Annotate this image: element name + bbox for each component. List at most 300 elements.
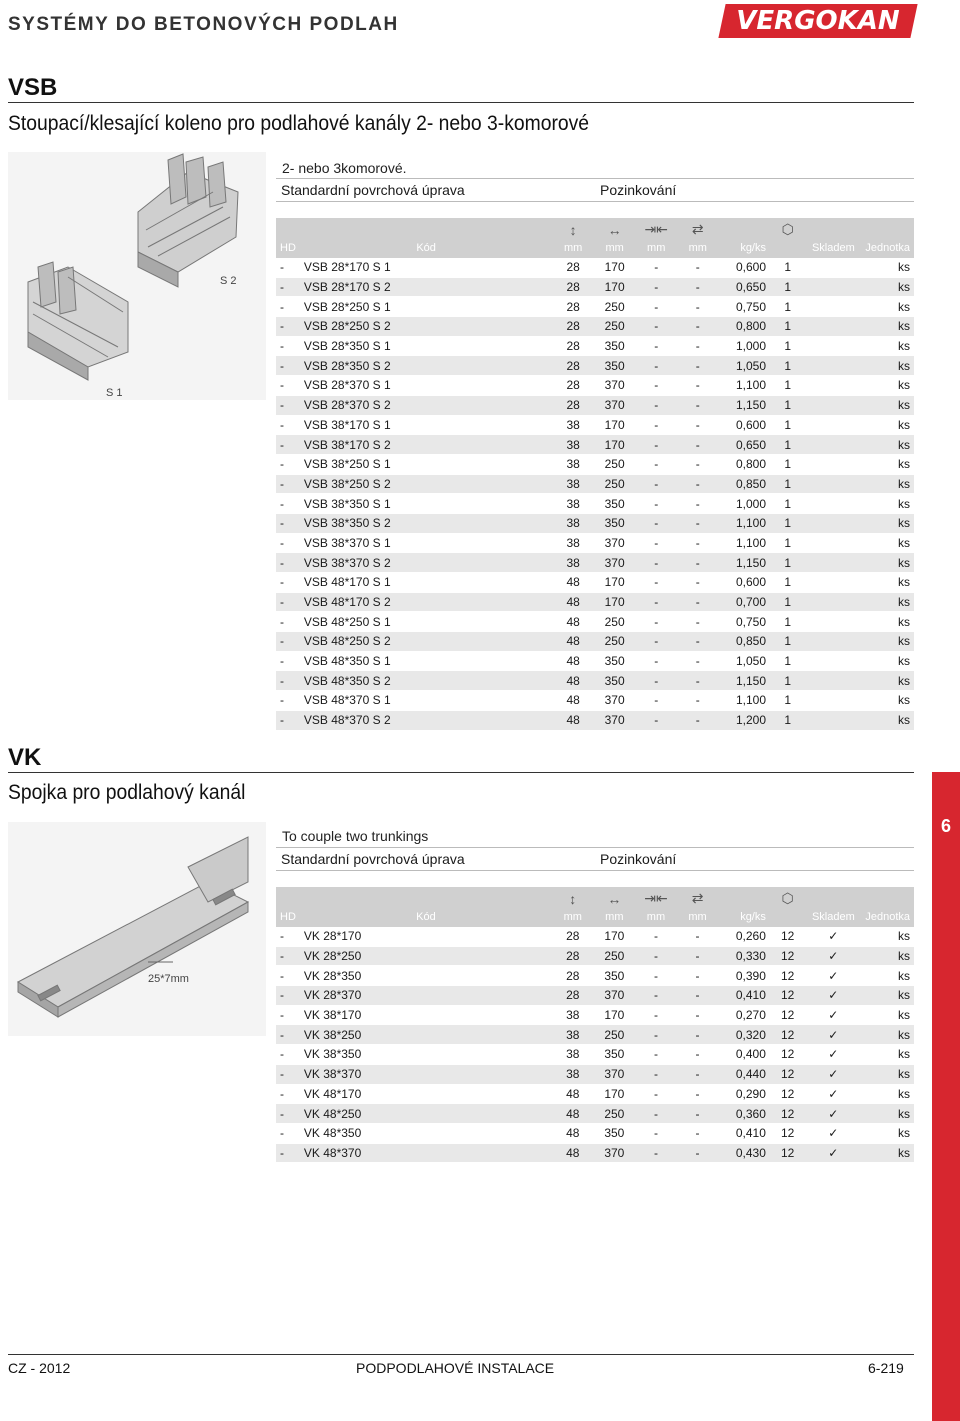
row-height: 38 — [552, 1045, 594, 1065]
row-length: - — [677, 277, 718, 297]
row-partition: - — [635, 513, 677, 533]
table-header-row — [276, 218, 914, 258]
row-hd: - — [276, 1104, 300, 1124]
row-height: 48 — [552, 1104, 594, 1124]
row-weight: 1,200 — [718, 710, 770, 730]
table-row — [276, 927, 914, 946]
vsb-label-s2: S 2 — [220, 275, 237, 287]
vk-section-code: VK — [8, 744, 42, 771]
row-hd: - — [276, 651, 300, 671]
row-partition: - — [635, 435, 677, 455]
row-length: - — [677, 1005, 719, 1025]
row-hd: - — [276, 494, 300, 514]
row-weight: 1,100 — [718, 376, 770, 396]
row-package: 1 — [770, 710, 805, 730]
row-code: VK 48*250 — [300, 1104, 552, 1124]
table-row — [276, 1064, 914, 1084]
row-hd: - — [276, 1064, 300, 1084]
col-package — [770, 218, 805, 258]
row-package: 12 — [770, 1005, 806, 1025]
row-width: 170 — [594, 1005, 636, 1025]
col-width: ↔ mm — [594, 218, 636, 258]
row-unit: ks — [861, 533, 914, 553]
vsb-product-table — [276, 218, 914, 731]
row-height: 38 — [552, 513, 593, 533]
height-icon: ↕ — [569, 891, 577, 907]
package-icon: ⬡ — [781, 890, 794, 906]
vsb-surface-galvanized: Pozinkování — [600, 182, 677, 198]
col-width: ↔ mm — [594, 887, 636, 927]
width-icon: ↔ — [607, 222, 622, 238]
vsb-product-image — [8, 152, 266, 400]
row-hd: - — [276, 317, 300, 337]
row-hd: - — [276, 927, 300, 946]
row-hd: - — [276, 277, 300, 297]
table-row — [276, 573, 914, 593]
row-partition: - — [635, 376, 677, 396]
row-partition: - — [635, 297, 677, 317]
row-weight: 1,150 — [718, 395, 770, 415]
row-unit: ks — [861, 356, 914, 376]
row-weight: 0,800 — [718, 454, 770, 474]
vk-surface-galvanized: Pozinkování — [600, 851, 677, 867]
table-row — [276, 671, 914, 691]
row-height: 28 — [552, 376, 593, 396]
row-stock: ✓ — [805, 986, 861, 1006]
row-weight: 1,150 — [718, 671, 770, 691]
row-partition: - — [635, 317, 677, 337]
row-hd: - — [276, 946, 300, 966]
table-row — [276, 494, 914, 514]
row-hd: - — [276, 356, 300, 376]
row-unit: ks — [861, 592, 914, 612]
row-code: VSB 48*250 S 1 — [300, 612, 553, 632]
row-partition: - — [635, 533, 677, 553]
row-length: - — [677, 710, 718, 730]
row-code: VSB 28*370 S 1 — [300, 376, 553, 396]
row-width: 350 — [594, 336, 636, 356]
row-length: - — [677, 691, 718, 711]
table-row — [276, 1005, 914, 1025]
row-width: 250 — [594, 1025, 636, 1045]
row-stock — [805, 494, 861, 514]
row-height: 28 — [552, 356, 593, 376]
row-partition: - — [635, 356, 677, 376]
row-width: 350 — [594, 494, 636, 514]
row-partition: - — [635, 494, 677, 514]
row-stock: ✓ — [805, 1123, 861, 1143]
row-length: - — [677, 592, 718, 612]
row-code: VK 28*350 — [300, 966, 552, 986]
length-icon: ⇄ — [691, 221, 704, 237]
row-width: 250 — [594, 612, 636, 632]
vk-coupler-drawing — [8, 822, 266, 1036]
row-height: 48 — [552, 612, 593, 632]
row-hd: - — [276, 336, 300, 356]
row-width: 170 — [594, 415, 636, 435]
row-code: VK 28*250 — [300, 946, 552, 966]
row-stock — [805, 395, 861, 415]
row-stock — [805, 258, 861, 277]
row-partition: - — [635, 592, 677, 612]
table-row — [276, 277, 914, 297]
col-partition: ⇥⇤ mm — [635, 887, 677, 927]
row-unit: ks — [861, 454, 914, 474]
row-height: 48 — [552, 573, 593, 593]
row-weight: 1,000 — [718, 494, 770, 514]
col-code: Kód — [300, 218, 553, 258]
row-length: - — [677, 1064, 719, 1084]
row-height: 48 — [552, 710, 593, 730]
row-height: 28 — [552, 966, 594, 986]
row-height: 48 — [552, 691, 593, 711]
col-height: ↕ mm — [552, 218, 593, 258]
row-height: 38 — [552, 454, 593, 474]
row-hd: - — [276, 454, 300, 474]
row-partition: - — [635, 1064, 677, 1084]
row-unit: ks — [861, 986, 914, 1006]
row-stock: ✓ — [805, 927, 861, 946]
vk-section-rule — [8, 772, 914, 773]
chapter-tab — [932, 772, 960, 1421]
row-stock — [805, 691, 861, 711]
row-stock — [805, 277, 861, 297]
row-height: 28 — [552, 986, 594, 1006]
row-package: 12 — [770, 1064, 806, 1084]
row-package: 12 — [770, 1123, 806, 1143]
table-row — [276, 1123, 914, 1143]
row-hd: - — [276, 1005, 300, 1025]
row-length: - — [677, 376, 718, 396]
width-icon: ↔ — [607, 891, 622, 907]
row-height: 28 — [552, 317, 593, 337]
table-row — [276, 474, 914, 494]
col-hd: HD — [276, 887, 300, 927]
vk-surface-row — [276, 847, 914, 871]
row-package: 1 — [770, 317, 805, 337]
row-height: 38 — [552, 494, 593, 514]
row-width: 370 — [594, 553, 636, 573]
row-code: VK 28*370 — [300, 986, 552, 1006]
row-length: - — [677, 553, 718, 573]
row-unit: ks — [861, 277, 914, 297]
row-code: VSB 38*350 S 1 — [300, 494, 553, 514]
row-code: VSB 48*170 S 1 — [300, 573, 553, 593]
col-stock: Skladem — [805, 887, 861, 927]
table-row — [276, 1143, 914, 1163]
table-row — [276, 1045, 914, 1065]
row-stock — [805, 632, 861, 652]
row-package: 1 — [770, 632, 805, 652]
table-row — [276, 651, 914, 671]
row-code: VK 38*170 — [300, 1005, 552, 1025]
row-partition: - — [635, 573, 677, 593]
row-weight: 0,410 — [718, 986, 770, 1006]
row-package: 1 — [770, 277, 805, 297]
row-length: - — [677, 651, 718, 671]
row-partition: - — [635, 415, 677, 435]
row-length: - — [677, 946, 719, 966]
row-hd: - — [276, 258, 300, 277]
row-hd: - — [276, 671, 300, 691]
row-hd: - — [276, 376, 300, 396]
row-package: 1 — [770, 691, 805, 711]
row-unit: ks — [861, 1123, 914, 1143]
row-height: 28 — [552, 297, 593, 317]
row-height: 38 — [552, 1064, 594, 1084]
row-unit: ks — [861, 1143, 914, 1163]
table-row — [276, 632, 914, 652]
row-stock — [805, 533, 861, 553]
row-package: 1 — [770, 297, 805, 317]
row-length: - — [677, 356, 718, 376]
row-stock — [805, 651, 861, 671]
row-weight: 0,800 — [718, 317, 770, 337]
col-partition: ⇥⇤ mm — [635, 218, 677, 258]
row-code: VSB 28*350 S 2 — [300, 356, 553, 376]
row-package: 1 — [770, 395, 805, 415]
row-length: - — [677, 573, 718, 593]
table-row — [276, 376, 914, 396]
table-row — [276, 1025, 914, 1045]
row-code: VSB 38*370 S 1 — [300, 533, 553, 553]
row-weight: 0,400 — [718, 1045, 770, 1065]
row-height: 48 — [552, 651, 593, 671]
row-stock — [805, 336, 861, 356]
col-code: Kód — [300, 887, 552, 927]
row-hd: - — [276, 395, 300, 415]
row-unit: ks — [861, 710, 914, 730]
row-unit: ks — [861, 513, 914, 533]
row-unit: ks — [861, 336, 914, 356]
row-length: - — [677, 258, 718, 277]
row-weight: 0,750 — [718, 612, 770, 632]
vk-note: To couple two trunkings — [282, 828, 429, 844]
row-length: - — [677, 927, 719, 946]
table-row — [276, 533, 914, 553]
row-height: 48 — [552, 1084, 594, 1104]
row-weight: 0,360 — [718, 1104, 770, 1124]
row-length: - — [677, 336, 718, 356]
row-partition: - — [635, 710, 677, 730]
row-hd: - — [276, 691, 300, 711]
row-unit: ks — [861, 297, 914, 317]
row-partition: - — [635, 1025, 677, 1045]
row-unit: ks — [861, 1064, 914, 1084]
row-width: 170 — [594, 258, 636, 277]
row-length: - — [677, 1045, 719, 1065]
row-unit: ks — [861, 632, 914, 652]
row-code: VK 38*350 — [300, 1045, 552, 1065]
row-stock — [805, 415, 861, 435]
height-icon: ↕ — [569, 222, 577, 238]
table-row — [276, 317, 914, 337]
row-code: VSB 28*250 S 1 — [300, 297, 553, 317]
row-code: VSB 48*370 S 2 — [300, 710, 553, 730]
row-length: - — [677, 671, 718, 691]
row-width: 370 — [594, 1064, 636, 1084]
col-package — [770, 887, 806, 927]
row-height: 38 — [552, 415, 593, 435]
row-unit: ks — [861, 1005, 914, 1025]
footer-page-number: 6-219 — [868, 1360, 904, 1376]
row-package: 1 — [770, 573, 805, 593]
row-stock: ✓ — [805, 1143, 861, 1163]
row-height: 28 — [552, 927, 594, 946]
row-weight: 0,270 — [718, 1005, 770, 1025]
col-length: ⇄ mm — [677, 887, 719, 927]
row-unit: ks — [861, 946, 914, 966]
row-hd: - — [276, 632, 300, 652]
row-partition: - — [635, 1045, 677, 1065]
row-code: VSB 28*250 S 2 — [300, 317, 553, 337]
row-stock: ✓ — [805, 966, 861, 986]
row-stock: ✓ — [805, 946, 861, 966]
row-code: VK 48*170 — [300, 1084, 552, 1104]
row-hd: - — [276, 612, 300, 632]
row-length: - — [677, 612, 718, 632]
row-height: 38 — [552, 435, 593, 455]
row-code: VSB 48*170 S 2 — [300, 592, 553, 612]
vk-product-image — [8, 822, 266, 1036]
row-weight: 1,150 — [718, 553, 770, 573]
table-row — [276, 415, 914, 435]
row-code: VSB 28*350 S 1 — [300, 336, 553, 356]
row-stock — [805, 435, 861, 455]
row-width: 170 — [594, 277, 636, 297]
row-unit: ks — [861, 966, 914, 986]
row-code: VSB 38*170 S 2 — [300, 435, 553, 455]
row-width: 350 — [594, 966, 636, 986]
row-width: 370 — [594, 376, 636, 396]
table-row — [276, 691, 914, 711]
row-width: 250 — [594, 297, 636, 317]
row-hd: - — [276, 513, 300, 533]
row-width: 350 — [594, 1045, 636, 1065]
row-package: 1 — [770, 553, 805, 573]
row-partition: - — [635, 258, 677, 277]
row-weight: 0,850 — [718, 632, 770, 652]
row-stock: ✓ — [805, 1104, 861, 1124]
row-code: VK 48*350 — [300, 1123, 552, 1143]
footer-center: PODPODLAHOVÉ INSTALACE — [356, 1360, 555, 1376]
row-package: 1 — [770, 513, 805, 533]
row-unit: ks — [861, 415, 914, 435]
row-partition: - — [635, 1143, 677, 1163]
row-length: - — [677, 1104, 719, 1124]
row-width: 250 — [594, 632, 636, 652]
row-package: 12 — [770, 986, 806, 1006]
row-width: 370 — [594, 1143, 636, 1163]
row-stock — [805, 573, 861, 593]
row-width: 370 — [594, 986, 636, 1006]
col-weight: kg/ks — [718, 887, 770, 927]
row-unit: ks — [861, 612, 914, 632]
row-hd: - — [276, 297, 300, 317]
row-width: 350 — [594, 356, 636, 376]
row-weight: 0,750 — [718, 297, 770, 317]
row-weight: 1,100 — [718, 691, 770, 711]
row-weight: 0,850 — [718, 474, 770, 494]
row-length: - — [677, 966, 719, 986]
table-row — [276, 946, 914, 966]
row-unit: ks — [861, 671, 914, 691]
row-partition: - — [635, 651, 677, 671]
table-row — [276, 435, 914, 455]
row-weight: 0,600 — [718, 258, 770, 277]
row-width: 170 — [594, 592, 636, 612]
row-partition: - — [635, 946, 677, 966]
table-row — [276, 513, 914, 533]
row-height: 38 — [552, 1025, 594, 1045]
row-width: 370 — [594, 691, 636, 711]
table-row — [276, 336, 914, 356]
row-unit: ks — [861, 258, 914, 277]
row-package: 1 — [770, 651, 805, 671]
row-stock — [805, 612, 861, 632]
row-hd: - — [276, 1045, 300, 1065]
row-stock — [805, 671, 861, 691]
row-partition: - — [635, 966, 677, 986]
row-length: - — [677, 435, 718, 455]
row-height: 28 — [552, 946, 594, 966]
row-stock — [805, 513, 861, 533]
row-stock: ✓ — [805, 1045, 861, 1065]
row-hd: - — [276, 1123, 300, 1143]
footer-rule — [8, 1354, 914, 1355]
row-length: - — [677, 395, 718, 415]
row-length: - — [677, 986, 719, 1006]
row-package: 1 — [770, 671, 805, 691]
row-package: 1 — [770, 435, 805, 455]
row-code: VSB 38*250 S 1 — [300, 454, 553, 474]
row-unit: ks — [861, 1045, 914, 1065]
page-header-title: SYSTÉMY DO BETONOVÝCH PODLAH — [8, 14, 399, 35]
row-width: 170 — [594, 573, 636, 593]
row-stock — [805, 710, 861, 730]
row-partition: - — [635, 553, 677, 573]
brand-logo-text: VERGOKAN — [736, 6, 900, 36]
row-height: 28 — [552, 277, 593, 297]
row-code: VSB 38*170 S 1 — [300, 415, 553, 435]
row-unit: ks — [861, 573, 914, 593]
row-partition: - — [635, 1123, 677, 1143]
row-package: 1 — [770, 415, 805, 435]
row-height: 48 — [552, 671, 593, 691]
row-code: VK 48*370 — [300, 1143, 552, 1163]
table-row — [276, 966, 914, 986]
partition-icon: ⇥⇤ — [644, 221, 668, 237]
vsb-section-code: VSB — [8, 74, 58, 101]
row-unit: ks — [861, 691, 914, 711]
row-width: 370 — [594, 533, 636, 553]
vk-label-slot: 25*7mm — [148, 973, 189, 985]
row-width: 250 — [594, 946, 636, 966]
row-partition: - — [635, 986, 677, 1006]
row-hd: - — [276, 1143, 300, 1163]
row-code: VSB 48*350 S 2 — [300, 671, 553, 691]
row-package: 12 — [770, 966, 806, 986]
row-package: 1 — [770, 356, 805, 376]
row-package: 1 — [770, 454, 805, 474]
row-hd: - — [276, 1084, 300, 1104]
row-hd: - — [276, 474, 300, 494]
row-stock — [805, 454, 861, 474]
row-width: 250 — [594, 1104, 636, 1124]
row-code: VSB 38*250 S 2 — [300, 474, 553, 494]
table-header-row — [276, 887, 914, 927]
row-code: VSB 48*370 S 1 — [300, 691, 553, 711]
